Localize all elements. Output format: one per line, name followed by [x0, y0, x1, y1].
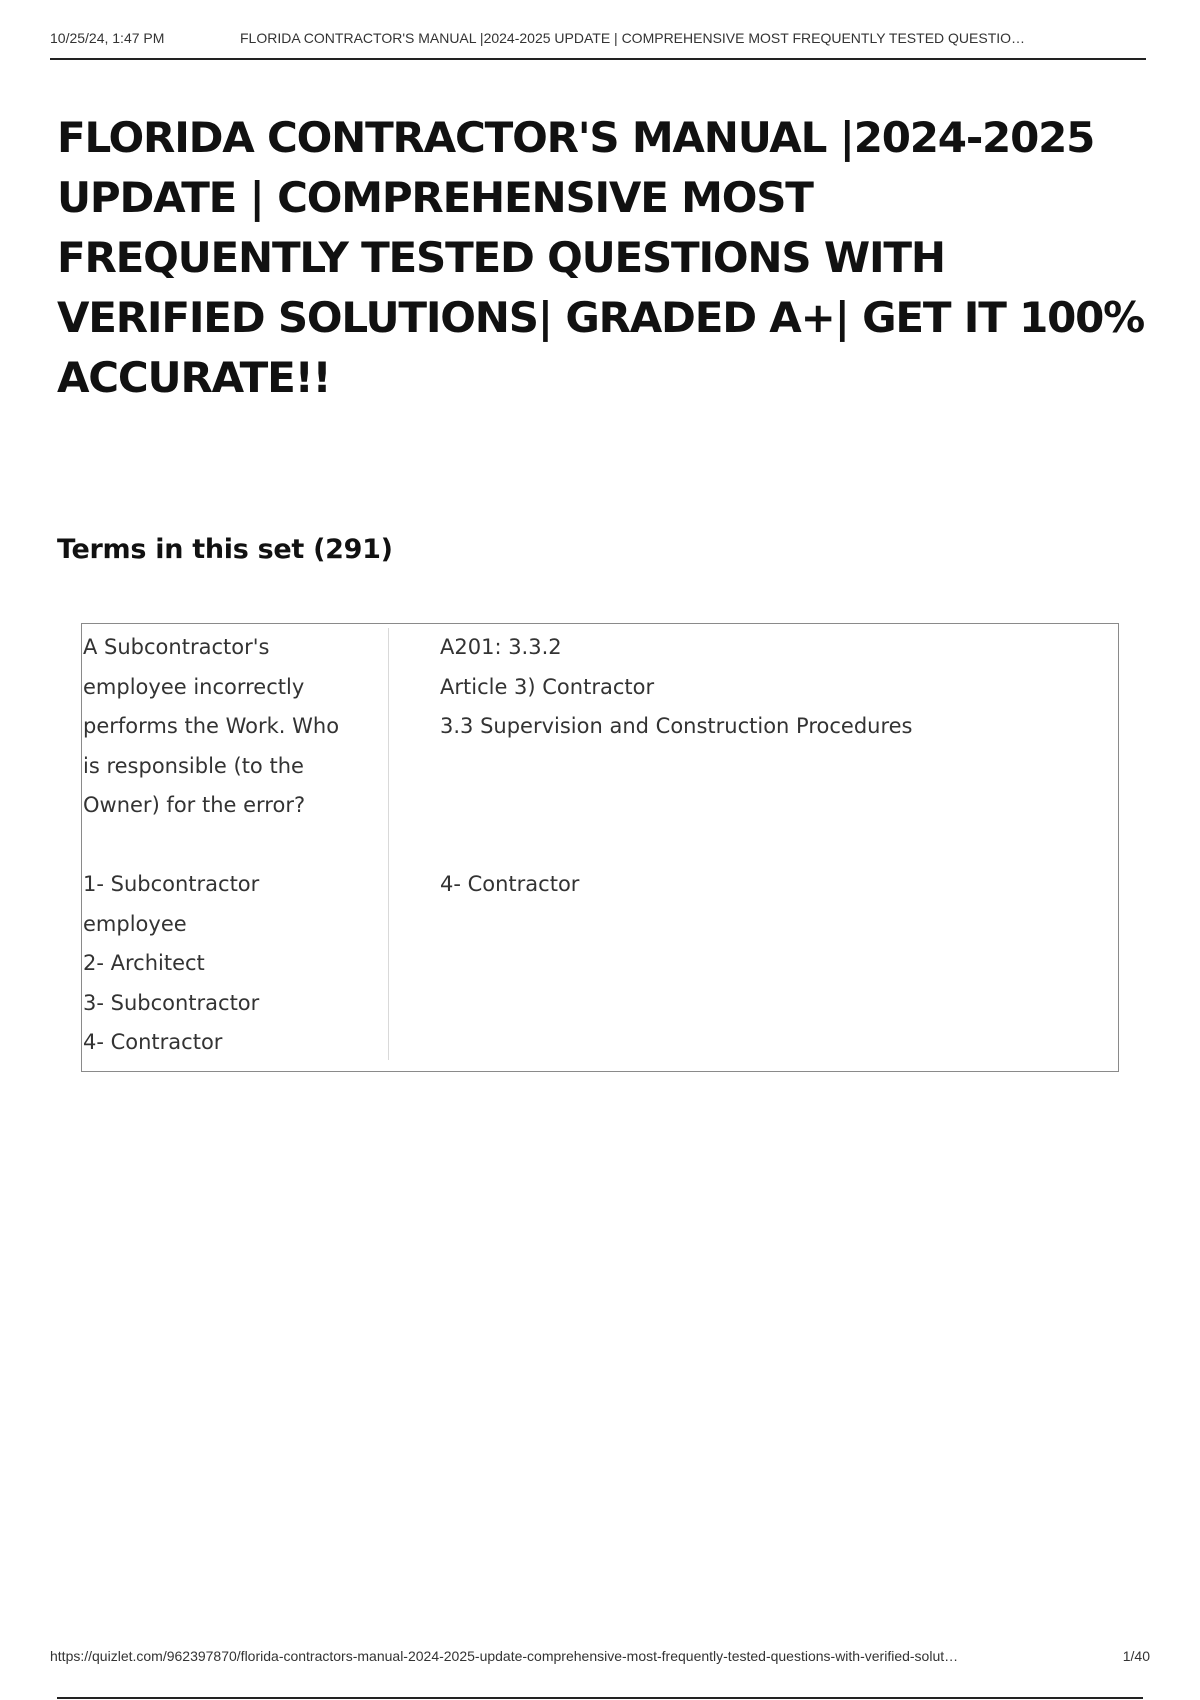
term-definition [440, 628, 1100, 905]
page-title-line: VERIFIED SOLUTIONS| GRADED A+| GET IT 100% [57, 293, 1145, 342]
definition-answer: 4- Contractor [440, 872, 580, 896]
term-question-line: performs the Work. Who [83, 714, 340, 738]
page-title-line: FREQUENTLY TESTED QUESTIONS WITH [57, 233, 945, 282]
term-option-line: 2- Architect [83, 951, 205, 975]
page-title-line: ACCURATE!! [57, 353, 331, 402]
page-title-line: UPDATE | COMPREHENSIVE MOST [57, 173, 813, 222]
footer-divider [57, 1697, 1143, 1699]
print-header-title: FLORIDA CONTRACTOR'S MANUAL |2024-2025 UPDATE | COMPREHENSIVE MOST FREQUENTLY TESTED QUESTIO… [240, 30, 1026, 46]
term-question-line: Owner) for the error? [83, 793, 306, 817]
definition-line: 3.3 Supervision and Construction Procedures [440, 714, 913, 738]
term-question-line: is responsible (to the [83, 753, 304, 778]
term-card [81, 623, 1119, 1072]
print-url: https://quizlet.com/962397870/florida-contractors-manual-2024-2025-update-comprehensive-most-frequently-tested-questions-with-verified-solut… [50, 1648, 959, 1664]
page-title-line: FLORIDA CONTRACTOR'S MANUAL |2024-2025 [57, 113, 1095, 162]
term-option-line: 3- Subcontractor [83, 990, 260, 1015]
print-header [50, 30, 1146, 60]
term-question [83, 628, 389, 1060]
print-datetime: 10/25/24, 1:47 PM [50, 30, 165, 46]
definition-spacer [440, 747, 1100, 866]
definition-line: Article 3) Contractor [440, 674, 655, 699]
term-option-line: 1- Subcontractor [83, 872, 260, 896]
definition-line: A201: 3.3.2 [440, 635, 562, 659]
term-spacer [83, 826, 388, 866]
term-question-line: A Subcontractor's [83, 635, 270, 659]
page-title [57, 108, 1147, 408]
term-option-line: employee [83, 911, 187, 936]
term-option-line: 4- Contractor [83, 1030, 223, 1054]
term-question-line: employee incorrectly [83, 674, 305, 699]
page-number: 1/40 [1122, 1648, 1150, 1664]
terms-count-heading: Terms in this set (291) [57, 534, 393, 565]
